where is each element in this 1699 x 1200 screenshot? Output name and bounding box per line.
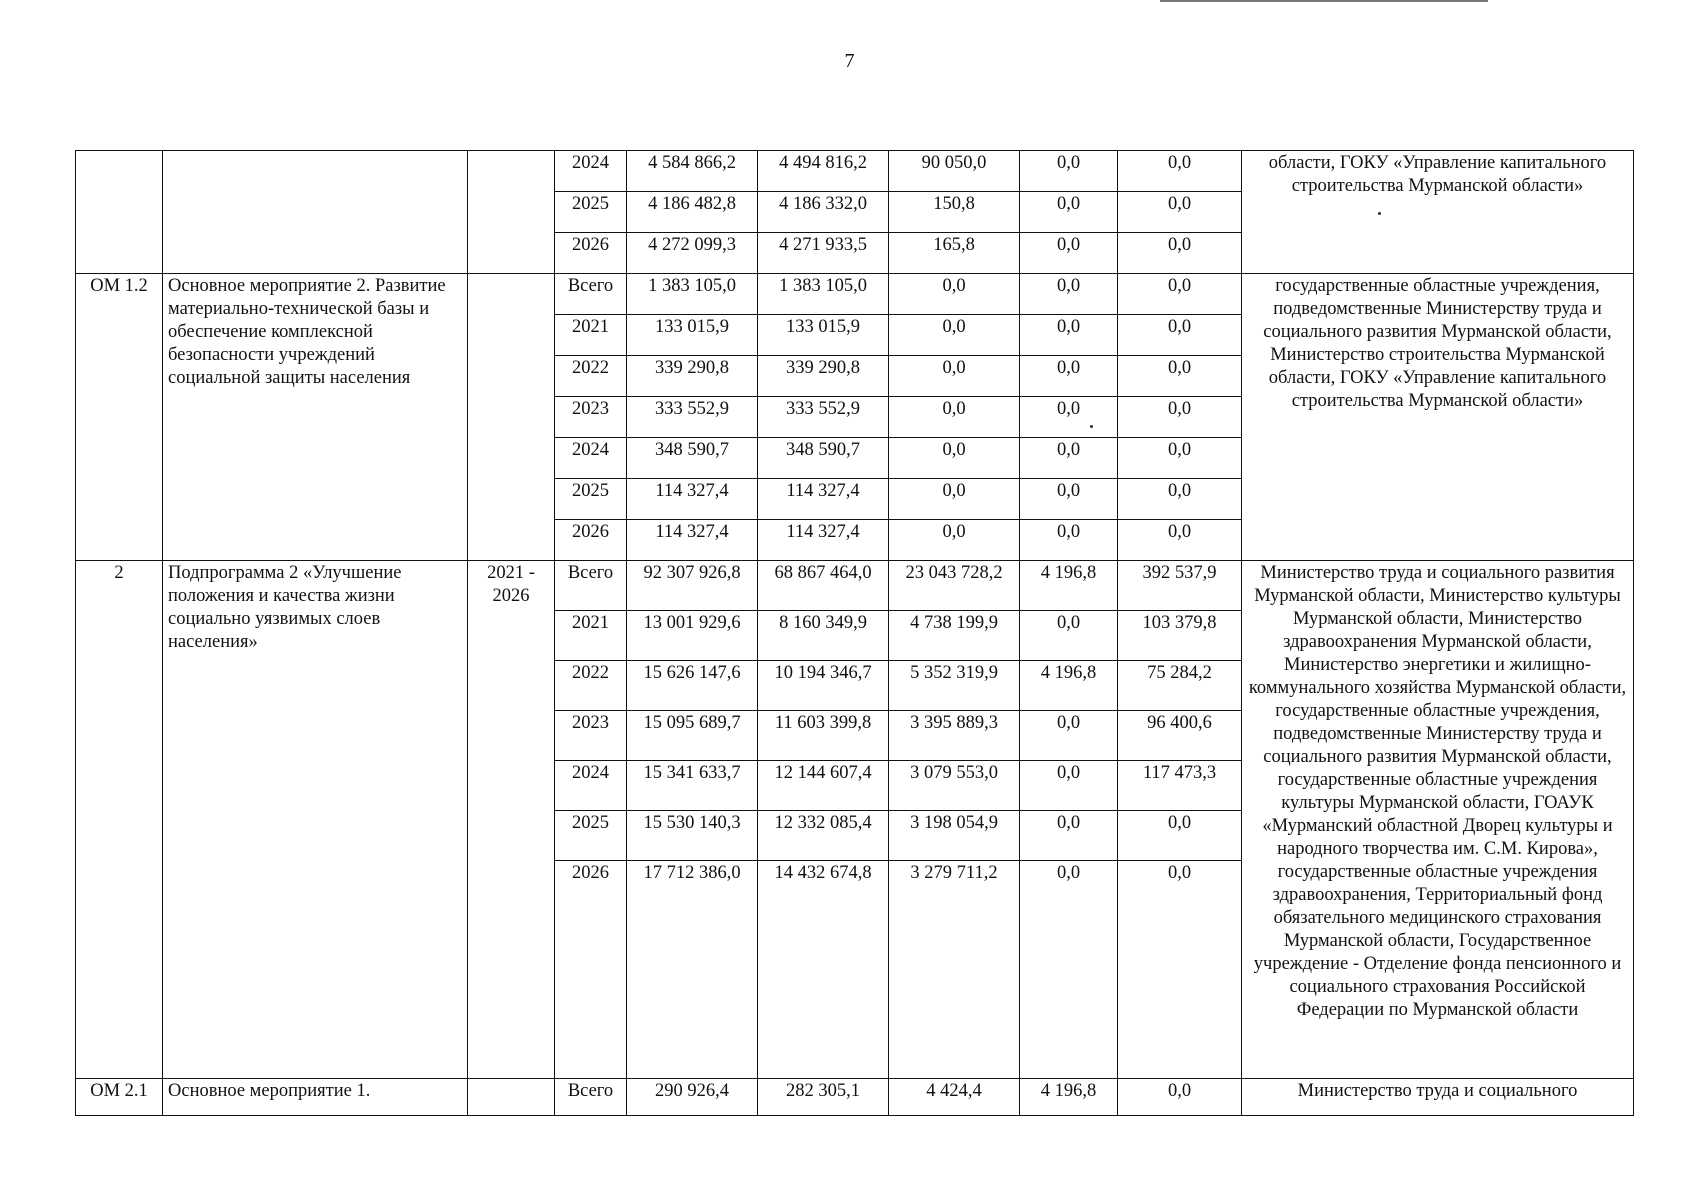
regional-budget-cell: 12 332 085,4 <box>758 811 889 861</box>
local-budget-cell: 4 196,8 <box>1020 561 1118 611</box>
other-sources-cell: 75 284,2 <box>1118 661 1242 711</box>
federal-budget-cell: 3 198 054,9 <box>889 811 1020 861</box>
federal-budget-cell: 0,0 <box>889 274 1020 315</box>
federal-budget-cell: 3 279 711,2 <box>889 861 1020 1079</box>
federal-budget-cell: 4 424,4 <box>889 1079 1020 1116</box>
total-cell: 92 307 926,8 <box>627 561 758 611</box>
other-sources-cell: 96 400,6 <box>1118 711 1242 761</box>
regional-budget-cell: 12 144 607,4 <box>758 761 889 811</box>
local-budget-cell: 4 196,8 <box>1020 1079 1118 1116</box>
total-cell: 4 272 099,3 <box>627 233 758 274</box>
responsible-executor-cell: государственные областные учреждения, подведомственные Министерству труда и социального развития Мурманской области, Министерство строительства Мурманской области, ГОКУ «Управление капитального строительства Мурманской области» <box>1242 274 1634 561</box>
federal-budget-cell: 0,0 <box>889 438 1020 479</box>
period-cell: 2021 - 2026 <box>468 561 555 1079</box>
total-cell: 17 712 386,0 <box>627 861 758 1079</box>
total-cell: 114 327,4 <box>627 479 758 520</box>
total-cell: 13 001 929,6 <box>627 611 758 661</box>
other-sources-cell: 0,0 <box>1118 356 1242 397</box>
table-row <box>76 561 1634 611</box>
total-cell: 333 552,9 <box>627 397 758 438</box>
scan-speck <box>1090 425 1093 428</box>
responsible-executor-cell: области, ГОКУ «Управление капитального строительства Мурманской области» <box>1242 151 1634 274</box>
regional-budget-cell: 4 271 933,5 <box>758 233 889 274</box>
local-budget-cell: 0,0 <box>1020 397 1118 438</box>
federal-budget-cell: 3 395 889,3 <box>889 711 1020 761</box>
other-sources-cell: 0,0 <box>1118 438 1242 479</box>
regional-budget-cell: 282 305,1 <box>758 1079 889 1116</box>
period-cell <box>468 1079 555 1116</box>
regional-budget-cell: 133 015,9 <box>758 315 889 356</box>
local-budget-cell: 0,0 <box>1020 861 1118 1079</box>
federal-budget-cell: 4 738 199,9 <box>889 611 1020 661</box>
total-cell: 15 626 147,6 <box>627 661 758 711</box>
item-name-cell: Подпрограмма 2 «Улучшение положения и качества жизни социально уязвимых слоев населения» <box>163 561 468 1079</box>
year-cell: 2024 <box>555 151 627 192</box>
table-row <box>76 1079 1634 1116</box>
federal-budget-cell: 3 079 553,0 <box>889 761 1020 811</box>
regional-budget-cell: 114 327,4 <box>758 520 889 561</box>
federal-budget-cell: 90 050,0 <box>889 151 1020 192</box>
regional-budget-cell: 10 194 346,7 <box>758 661 889 711</box>
regional-budget-cell: 348 590,7 <box>758 438 889 479</box>
page-number: 7 <box>844 50 855 72</box>
total-cell: 114 327,4 <box>627 520 758 561</box>
item-code-cell: ОМ 2.1 <box>76 1079 163 1116</box>
federal-budget-cell: 150,8 <box>889 192 1020 233</box>
local-budget-cell: 0,0 <box>1020 151 1118 192</box>
other-sources-cell: 0,0 <box>1118 233 1242 274</box>
item-name-cell: Основное мероприятие 2. Развитие материально-технической базы и обеспечение комплексной безопасности учреждений социальной защиты населения <box>163 274 468 561</box>
year-cell: 2023 <box>555 711 627 761</box>
regional-budget-cell: 114 327,4 <box>758 479 889 520</box>
total-cell: 348 590,7 <box>627 438 758 479</box>
year-cell: 2021 <box>555 611 627 661</box>
regional-budget-cell: 8 160 349,9 <box>758 611 889 661</box>
period-cell <box>468 151 555 274</box>
year-cell: Всего <box>555 274 627 315</box>
total-cell: 4 186 482,8 <box>627 192 758 233</box>
year-cell: 2021 <box>555 315 627 356</box>
regional-budget-cell: 11 603 399,8 <box>758 711 889 761</box>
local-budget-cell: 0,0 <box>1020 611 1118 661</box>
other-sources-cell: 0,0 <box>1118 274 1242 315</box>
year-cell: 2024 <box>555 438 627 479</box>
local-budget-cell: 0,0 <box>1020 315 1118 356</box>
other-sources-cell: 0,0 <box>1118 151 1242 192</box>
total-cell: 339 290,8 <box>627 356 758 397</box>
other-sources-cell: 0,0 <box>1118 315 1242 356</box>
year-cell: Всего <box>555 561 627 611</box>
federal-budget-cell: 0,0 <box>889 397 1020 438</box>
federal-budget-cell: 23 043 728,2 <box>889 561 1020 611</box>
federal-budget-cell: 165,8 <box>889 233 1020 274</box>
federal-budget-cell: 5 352 319,9 <box>889 661 1020 711</box>
other-sources-cell: 103 379,8 <box>1118 611 1242 661</box>
top-edge-line <box>1160 0 1488 2</box>
other-sources-cell: 0,0 <box>1118 520 1242 561</box>
other-sources-cell: 0,0 <box>1118 192 1242 233</box>
year-cell: 2024 <box>555 761 627 811</box>
year-cell: 2022 <box>555 356 627 397</box>
year-cell: 2025 <box>555 192 627 233</box>
other-sources-cell: 0,0 <box>1118 479 1242 520</box>
item-code-cell: 2 <box>76 561 163 1079</box>
item-code-cell <box>76 151 163 274</box>
year-cell: 2025 <box>555 811 627 861</box>
local-budget-cell: 0,0 <box>1020 761 1118 811</box>
responsible-executor-cell: Министерство труда и социального развития Мурманской области, Министерство культуры Мурманской области, Министерство здравоохранения Мурманской области, Министерство энергетики и жилищно-коммунального хозяйства Мурманской области, государственные областные учреждения, подведомственные Министерству труда и социального развития Мурманской области, государственные областные учреждения культуры Мурманской области, ГОАУК «Мурманский областной Дворец культуры и народного творчества им. С.М. Кирова», государственные областные учреждения здравоохранения, Территориальный фонд обязательного медицинского страхования Мурманской области, Государственное учреждение - Отделение фонда пенсионного и социального страхования Российской Федерации по Мурманской области <box>1242 561 1634 1079</box>
regional-budget-cell: 4 494 816,2 <box>758 151 889 192</box>
other-sources-cell: 392 537,9 <box>1118 561 1242 611</box>
regional-budget-cell: 333 552,9 <box>758 397 889 438</box>
year-cell: 2026 <box>555 861 627 1079</box>
regional-budget-cell: 1 383 105,0 <box>758 274 889 315</box>
total-cell: 15 341 633,7 <box>627 761 758 811</box>
year-cell: 2023 <box>555 397 627 438</box>
local-budget-cell: 0,0 <box>1020 356 1118 397</box>
other-sources-cell: 0,0 <box>1118 811 1242 861</box>
local-budget-cell: 4 196,8 <box>1020 661 1118 711</box>
local-budget-cell: 0,0 <box>1020 274 1118 315</box>
item-code-cell: ОМ 1.2 <box>76 274 163 561</box>
budget-table <box>75 150 1634 1116</box>
total-cell: 133 015,9 <box>627 315 758 356</box>
regional-budget-cell: 68 867 464,0 <box>758 561 889 611</box>
local-budget-cell: 0,0 <box>1020 711 1118 761</box>
regional-budget-cell: 339 290,8 <box>758 356 889 397</box>
year-cell: 2022 <box>555 661 627 711</box>
federal-budget-cell: 0,0 <box>889 520 1020 561</box>
other-sources-cell: 0,0 <box>1118 1079 1242 1116</box>
scan-speck <box>1378 212 1381 215</box>
total-cell: 15 530 140,3 <box>627 811 758 861</box>
period-cell <box>468 274 555 561</box>
responsible-executor-cell: Министерство труда и социального <box>1242 1079 1634 1116</box>
federal-budget-cell: 0,0 <box>889 315 1020 356</box>
year-cell: 2026 <box>555 520 627 561</box>
total-cell: 4 584 866,2 <box>627 151 758 192</box>
year-cell: Всего <box>555 1079 627 1116</box>
local-budget-cell: 0,0 <box>1020 438 1118 479</box>
local-budget-cell: 0,0 <box>1020 811 1118 861</box>
year-cell: 2025 <box>555 479 627 520</box>
local-budget-cell: 0,0 <box>1020 233 1118 274</box>
item-name-cell <box>163 151 468 274</box>
other-sources-cell: 0,0 <box>1118 861 1242 1079</box>
table-row <box>76 151 1634 192</box>
other-sources-cell: 0,0 <box>1118 397 1242 438</box>
total-cell: 290 926,4 <box>627 1079 758 1116</box>
item-name-cell: Основное мероприятие 1. <box>163 1079 468 1116</box>
total-cell: 15 095 689,7 <box>627 711 758 761</box>
other-sources-cell: 117 473,3 <box>1118 761 1242 811</box>
year-cell: 2026 <box>555 233 627 274</box>
table-row <box>76 274 1634 315</box>
local-budget-cell: 0,0 <box>1020 520 1118 561</box>
regional-budget-cell: 4 186 332,0 <box>758 192 889 233</box>
total-cell: 1 383 105,0 <box>627 274 758 315</box>
regional-budget-cell: 14 432 674,8 <box>758 861 889 1079</box>
federal-budget-cell: 0,0 <box>889 479 1020 520</box>
local-budget-cell: 0,0 <box>1020 192 1118 233</box>
local-budget-cell: 0,0 <box>1020 479 1118 520</box>
federal-budget-cell: 0,0 <box>889 356 1020 397</box>
